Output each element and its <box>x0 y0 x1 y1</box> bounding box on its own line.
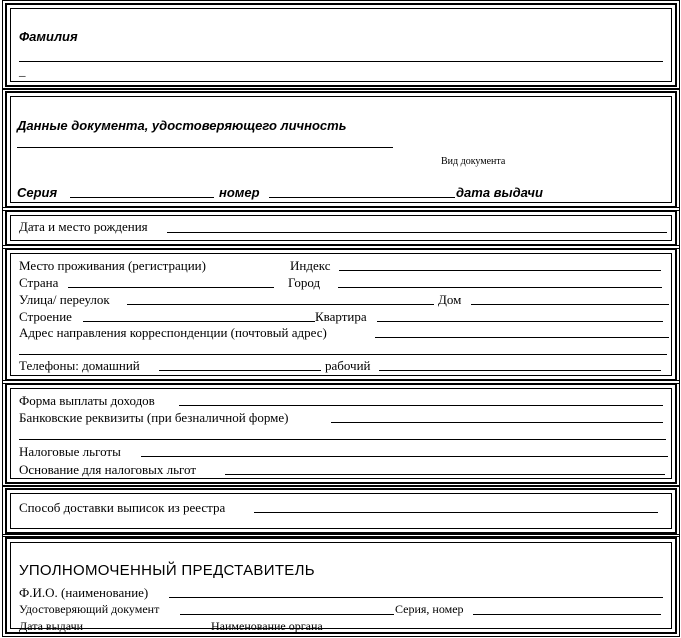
index-label: Индекс <box>290 258 331 273</box>
delivery-label: Способ доставки выписок из реестра <box>19 500 226 515</box>
surname-input-line-tail: _ <box>19 63 26 78</box>
id-document-title: Данные документа, удостоверяющего личность <box>17 118 347 133</box>
issue-date-label: дата выдачи <box>456 185 543 200</box>
rep-issue-date-label: Дата выдачи <box>19 619 84 633</box>
id-document-section-inner-border <box>10 96 672 203</box>
representative-title: УПОЛНОМОЧЕННЫЙ ПРЕДСТАВИТЕЛЬ <box>19 562 315 579</box>
house-input-line[interactable] <box>471 304 669 305</box>
doc-type-caption: Вид документа <box>441 156 506 167</box>
delivery-input-line[interactable] <box>254 512 658 513</box>
mail-address-input-line-2[interactable] <box>19 354 667 355</box>
representative-section <box>5 537 677 634</box>
birth-input-line[interactable] <box>167 232 667 233</box>
series-label: Серия <box>17 185 58 200</box>
surname-label: Фамилия <box>19 29 78 44</box>
phone-work-input-line[interactable] <box>379 370 661 371</box>
bank-details-input-line[interactable] <box>331 422 663 423</box>
mail-address-input-line[interactable] <box>375 337 669 338</box>
city-label: Город <box>288 275 321 290</box>
number-label: номер <box>219 185 260 200</box>
surname-section-inner-border <box>10 8 672 82</box>
index-input-line[interactable] <box>339 270 661 271</box>
street-label: Улица/ переулок <box>19 292 110 307</box>
residence-label: Место проживания (регистрации) <box>19 258 206 273</box>
doc-type-input-line[interactable] <box>17 147 393 148</box>
phone-home-label: Телефоны: домашний <box>19 358 140 373</box>
rep-series-number-input-line[interactable] <box>473 614 661 615</box>
building-label: Строение <box>19 309 72 324</box>
rep-issuer-label: Наименование органа <box>211 619 323 633</box>
bank-details-label: Банковские реквизиты (при безналичной форме) <box>19 410 289 425</box>
rep-name-label: Ф.И.О. (наименование) <box>19 585 149 600</box>
tax-basis-input-line[interactable] <box>225 474 665 475</box>
address-section <box>5 248 677 381</box>
city-input-line[interactable] <box>338 287 662 288</box>
phone-home-input-line[interactable] <box>159 370 321 371</box>
surname-input-line[interactable] <box>19 61 663 62</box>
apartment-input-line[interactable] <box>377 321 663 322</box>
country-label: Страна <box>19 275 59 290</box>
building-input-line[interactable] <box>83 321 315 322</box>
number-input-line[interactable] <box>269 197 455 198</box>
id-document-section <box>5 91 677 208</box>
rep-series-number-label: Серия, номер <box>395 602 464 616</box>
apartment-label: Квартира <box>315 309 367 324</box>
rep-id-doc-input-line[interactable] <box>180 614 394 615</box>
income-section <box>5 383 677 484</box>
payment-form-label: Форма выплаты доходов <box>19 393 155 408</box>
surname-section <box>5 3 677 87</box>
bank-details-input-line-2[interactable] <box>19 439 666 440</box>
rep-id-doc-label: Удостоверяющий документ <box>19 602 160 616</box>
tax-benefits-label: Налоговые льготы <box>19 444 121 459</box>
house-label: Дом <box>438 292 462 307</box>
rep-name-input-line[interactable] <box>169 597 663 598</box>
tax-basis-label: Основание для налоговых льгот <box>19 462 197 477</box>
series-input-line[interactable] <box>70 197 214 198</box>
phone-work-label: рабочий <box>325 358 371 373</box>
tax-benefits-input-line[interactable] <box>141 456 668 457</box>
payment-form-input-line[interactable] <box>179 405 663 406</box>
country-input-line[interactable] <box>68 287 274 288</box>
birth-label: Дата и место рождения <box>19 219 148 234</box>
street-input-line[interactable] <box>127 304 434 305</box>
delivery-section <box>5 488 677 534</box>
mail-address-label: Адрес направления корреспонденции (почтовый адрес) <box>19 325 327 340</box>
birth-section <box>5 210 677 246</box>
